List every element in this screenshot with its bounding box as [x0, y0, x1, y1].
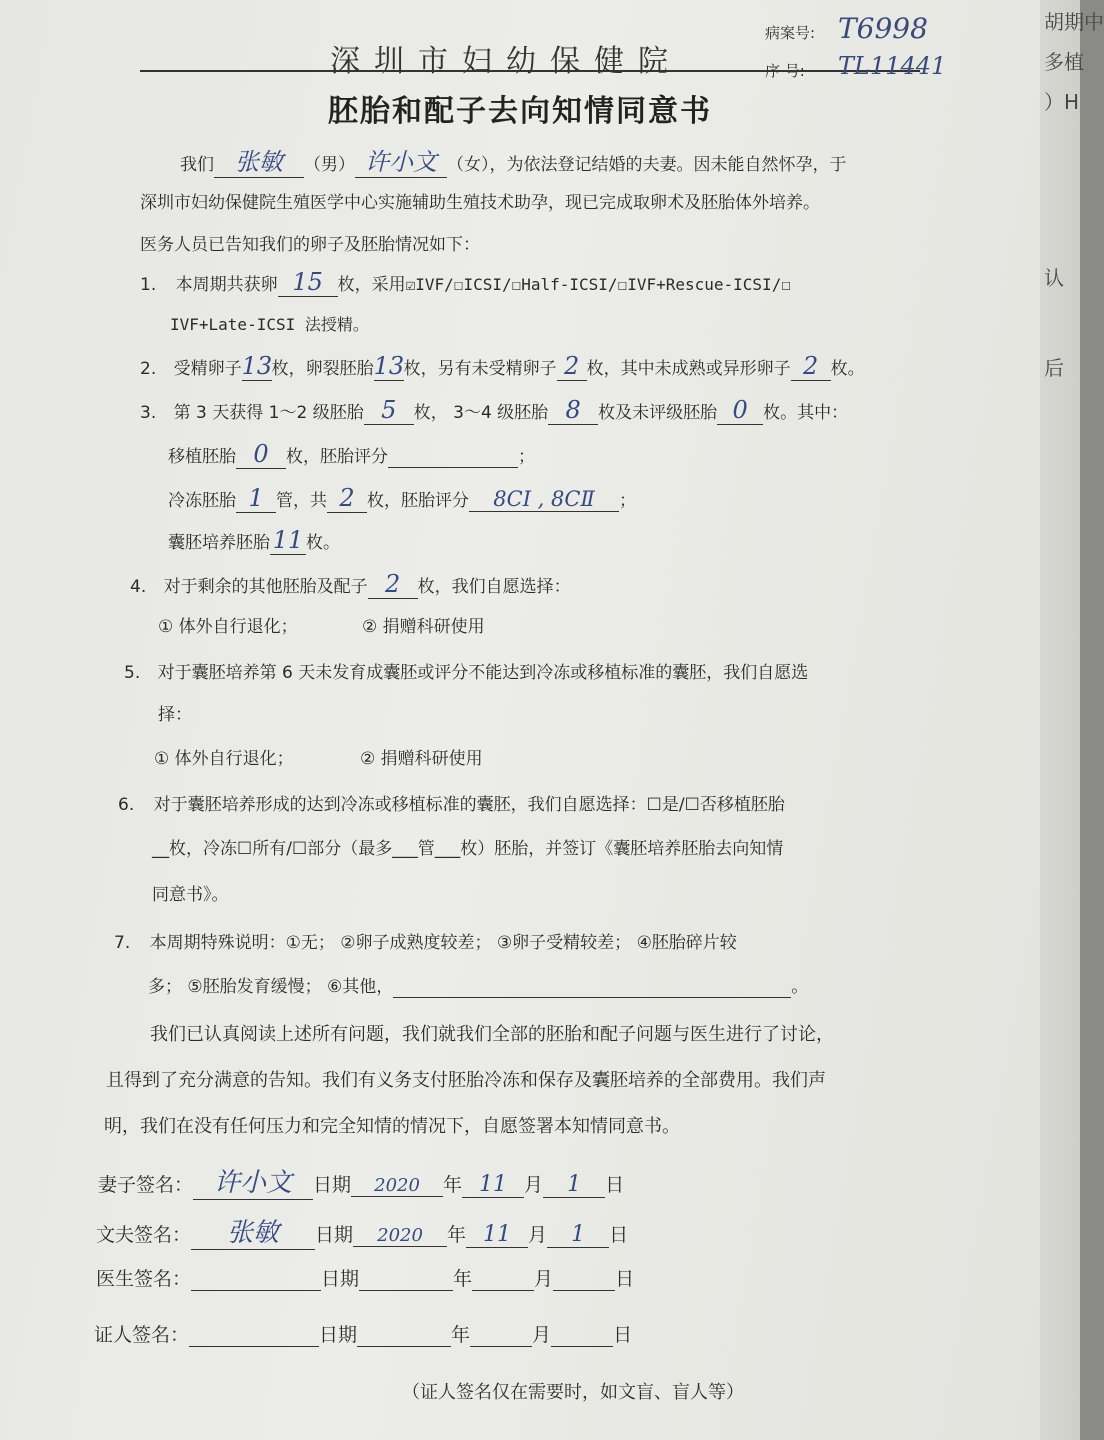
witness-footnote: （证人签名仅在需要时，如文盲、盲人等） [402, 1382, 744, 1403]
wife-signature-field[interactable]: 许小文 [193, 1162, 313, 1200]
side-text-4: 认 [1044, 266, 1064, 290]
immature-eggs-field[interactable]: 2 [791, 352, 831, 381]
statement-line-3: 明，我们在没有任何压力和完全知情的情况下，自愿签署本知情同意书。 [104, 1116, 680, 1137]
hospital-name: 深圳市妇幼保健院 [330, 44, 682, 79]
item-2-c: 枚，另有未受精卵子 [403, 359, 557, 379]
witness-signature-row [94, 1320, 632, 1347]
fertilized-eggs-field[interactable]: 13 [241, 352, 273, 380]
item-2-a: 受精卵子 [173, 359, 242, 379]
unfertilized-eggs-field[interactable]: 2 [557, 352, 587, 381]
transfer-score-field[interactable] [388, 447, 518, 468]
item-5-line-1 [124, 658, 808, 683]
item-1-prefix: 本周期共获卵 [175, 275, 278, 295]
item-3-d: 枚。其中： [763, 403, 849, 423]
frozen-count-field[interactable]: 2 [327, 484, 367, 513]
doctor-signature-field[interactable] [191, 1268, 321, 1291]
husband-date-day[interactable]: 1 [547, 1222, 609, 1248]
item-4-number: 4. [130, 577, 147, 597]
doctor-signature-label: 医生签名： [96, 1268, 192, 1290]
witness-date-label: 日期 [319, 1324, 358, 1346]
item-1-mid: 枚，采用 [337, 275, 406, 295]
statement-line-1: 我们已认真阅读上述所有问题，我们就我们全部的胚胎和配子问题与医生进行了讨论， [150, 1024, 834, 1045]
item-7-number: 7. [114, 933, 131, 953]
wife-date-year[interactable]: 2020 [351, 1175, 443, 1197]
sequence-number-value: TL11441 [838, 52, 947, 80]
cleaved-embryos-field[interactable]: 13 [373, 352, 405, 380]
ungraded-embryos-field[interactable]: 0 [717, 396, 763, 425]
blastocyst-culture-field[interactable]: 11 [270, 526, 306, 555]
witness-month-unit: 月 [532, 1324, 552, 1346]
item-3-line-1 [140, 396, 848, 425]
doctor-month-unit: 月 [534, 1268, 554, 1290]
husband-date-year[interactable]: 2020 [353, 1225, 447, 1247]
item-1-line-2: IVF+Late-ICSI 法授精。 [170, 315, 369, 334]
frozen-b: 管，共 [276, 491, 327, 511]
side-text-3: ）H [1044, 90, 1080, 114]
item-5-text: 对于囊胚培养第 6 天未发育成囊胚或评分不能达到冷冻或移植标准的囊胚，我们自愿选 [157, 663, 809, 683]
item-6-number: 6. [118, 795, 135, 815]
item-2-e: 枚。 [830, 359, 865, 379]
wife-signature-row [98, 1162, 624, 1200]
item-7-line-2-text[interactable]: 多； ⑤胚胎发育缓慢； ⑥其他， [148, 977, 394, 997]
wife-date-month[interactable]: 11 [462, 1172, 524, 1198]
other-note-field[interactable] [393, 977, 791, 998]
remaining-embryos-field[interactable]: 2 [368, 570, 418, 599]
wife-signature-label: 妻子签名： [98, 1174, 194, 1196]
wife-date-label: 日期 [313, 1174, 352, 1196]
frozen-end: ； [619, 491, 636, 511]
transfer-embryos-field[interactable]: 0 [236, 440, 286, 469]
wife-date-day[interactable]: 1 [543, 1172, 605, 1198]
intro-we: 我们 [180, 155, 214, 175]
witness-date-month[interactable] [470, 1324, 532, 1347]
item-4-option-2[interactable]: ② 捐赠科研使用 [362, 617, 485, 637]
item-4-line [130, 570, 571, 599]
husband-year-unit: 年 [447, 1224, 467, 1246]
item-6-line-1 [118, 790, 785, 815]
husband-signature-row [96, 1212, 628, 1250]
item-3-a: 第 3 天获得 1～2 级胚胎 [173, 403, 364, 423]
witness-date-day[interactable] [551, 1324, 613, 1347]
side-text-1: 胡期中 [1044, 10, 1104, 34]
frozen-score-field[interactable]: 8CⅠ , 8CⅡ [469, 487, 619, 512]
transfer-label: 移植胚胎 [168, 447, 236, 467]
frozen-c: 枚，胚胎评分 [367, 491, 469, 511]
doctor-date-month[interactable] [472, 1268, 534, 1291]
item-5-number: 5. [124, 663, 141, 683]
intro-male: （男） [304, 155, 355, 175]
wife-year-unit: 年 [443, 1174, 463, 1196]
item-7-text[interactable]: 本周期特殊说明：①无； ②卵子成熟度较差； ③卵子受精较差； ④胚胎碎片较 [149, 933, 737, 953]
item-1-line-1 [140, 268, 791, 297]
doctor-date-day[interactable] [553, 1268, 615, 1291]
doctor-signature-row [96, 1264, 634, 1291]
wife-name-field[interactable]: 许小文 [355, 142, 447, 178]
doctor-date-label: 日期 [321, 1268, 360, 1290]
witness-signature-label: 证人签名： [94, 1324, 190, 1346]
intro-line-3: 医务人员已告知我们的卵子及胚胎情况如下： [140, 235, 480, 255]
item-3-transfer-line [168, 440, 535, 469]
husband-day-unit: 日 [609, 1224, 629, 1246]
witness-signature-field[interactable] [189, 1324, 319, 1347]
item-4-a: 对于剩余的其他胚胎及配子 [163, 577, 368, 597]
fertilization-method-options[interactable]: ☑IVF/☐ICSI/☐Half-ICSI/☐IVF+Rescue-ICSI/☐ [405, 275, 791, 294]
item-4-option-1[interactable]: ① 体外自行退化； [158, 617, 298, 637]
wife-day-unit: 日 [605, 1174, 625, 1196]
intro-line-1 [180, 142, 847, 178]
eggs-retrieved-field[interactable]: 15 [278, 268, 338, 297]
item-2-b: 枚，卵裂胚胎 [271, 359, 374, 379]
husband-date-month[interactable]: 11 [466, 1222, 528, 1248]
husband-signature-field[interactable]: 张敏 [191, 1212, 315, 1250]
grade-3-4-embryos-field[interactable]: 8 [548, 396, 598, 425]
item-3-b: 枚， 3～4 级胚胎 [413, 403, 549, 423]
husband-name-field[interactable]: 张敏 [214, 142, 304, 178]
intro-line-2: 深圳市妇幼保健院生殖医学中心实施辅助生殖技术助孕，现已完成取卵术及胚胎体外培养。 [140, 193, 820, 213]
frozen-label: 冷冻胚胎 [168, 491, 236, 511]
doctor-year-unit: 年 [453, 1268, 473, 1290]
side-text-2: 多植 [1044, 50, 1084, 74]
form-title: 胚胎和配子去向知情同意书 [328, 94, 712, 129]
item-7-line-1 [114, 928, 737, 953]
item-6-line-2[interactable]: __枚，冷冻☐所有/☐部分（最多___管___枚）胚胎，并签订《囊胚培养胚胎去向知情 [152, 839, 784, 859]
item-6-line-3: 同意书》。 [152, 885, 229, 905]
item-2-d: 枚，其中未成熟或异形卵子 [586, 359, 791, 379]
witness-year-unit: 年 [451, 1324, 471, 1346]
husband-date-label: 日期 [315, 1224, 354, 1246]
transfer-end: ； [518, 447, 535, 467]
item-7-end: 。 [791, 977, 809, 997]
husband-signature-label: 文夫签名： [96, 1224, 192, 1246]
item-3-blast-line [168, 526, 340, 555]
item-5-option-1[interactable]: ① 体外自行退化； [154, 749, 294, 769]
wife-month-unit: 月 [524, 1174, 544, 1196]
case-number-label: 病案号: [765, 24, 816, 42]
item-7-line-2 [148, 972, 808, 998]
transfer-score-label: 枚，胚胎评分 [286, 447, 388, 467]
statement-line-2: 且得到了充分满意的告知。我们有义务支付胚胎冷冻和保存及囊胚培养的全部费用。我们声 [106, 1070, 826, 1091]
side-text-5: 后 [1044, 356, 1064, 380]
frozen-tubes-field[interactable]: 1 [236, 484, 276, 513]
item-3-frozen-line [168, 484, 636, 513]
item-1-number: 1. [140, 275, 157, 295]
sequence-number-label: 序 号: [765, 62, 805, 80]
witness-day-unit: 日 [613, 1324, 633, 1346]
item-2-line [140, 352, 865, 381]
item-3-c: 枚及未评级胚胎 [598, 403, 718, 423]
adjacent-page-edge [1040, 0, 1104, 1440]
grade-1-2-embryos-field[interactable]: 5 [364, 396, 414, 425]
item-4-b: 枚，我们自愿选择： [417, 577, 571, 597]
husband-month-unit: 月 [528, 1224, 548, 1246]
item-5-line-2: 择： [158, 705, 192, 725]
intro-female-rest: （女），为依法登记结婚的夫妻。因未能自然怀孕，于 [447, 155, 847, 175]
item-3-number: 3. [140, 403, 157, 423]
item-2-number: 2. [140, 359, 157, 379]
doctor-date-year[interactable] [359, 1268, 453, 1291]
blast-b: 枚。 [306, 533, 340, 553]
item-6-text[interactable]: 对于囊胚培养形成的达到冷冻或移植标准的囊胚，我们自愿选择：☐是/☐否移植胚胎 [153, 795, 785, 815]
case-number-value: T6998 [838, 12, 928, 45]
blast-label: 囊胚培养胚胎 [168, 533, 270, 553]
witness-date-year[interactable] [357, 1324, 451, 1347]
doctor-day-unit: 日 [615, 1268, 635, 1290]
item-5-option-2[interactable]: ② 捐赠科研使用 [360, 749, 483, 769]
